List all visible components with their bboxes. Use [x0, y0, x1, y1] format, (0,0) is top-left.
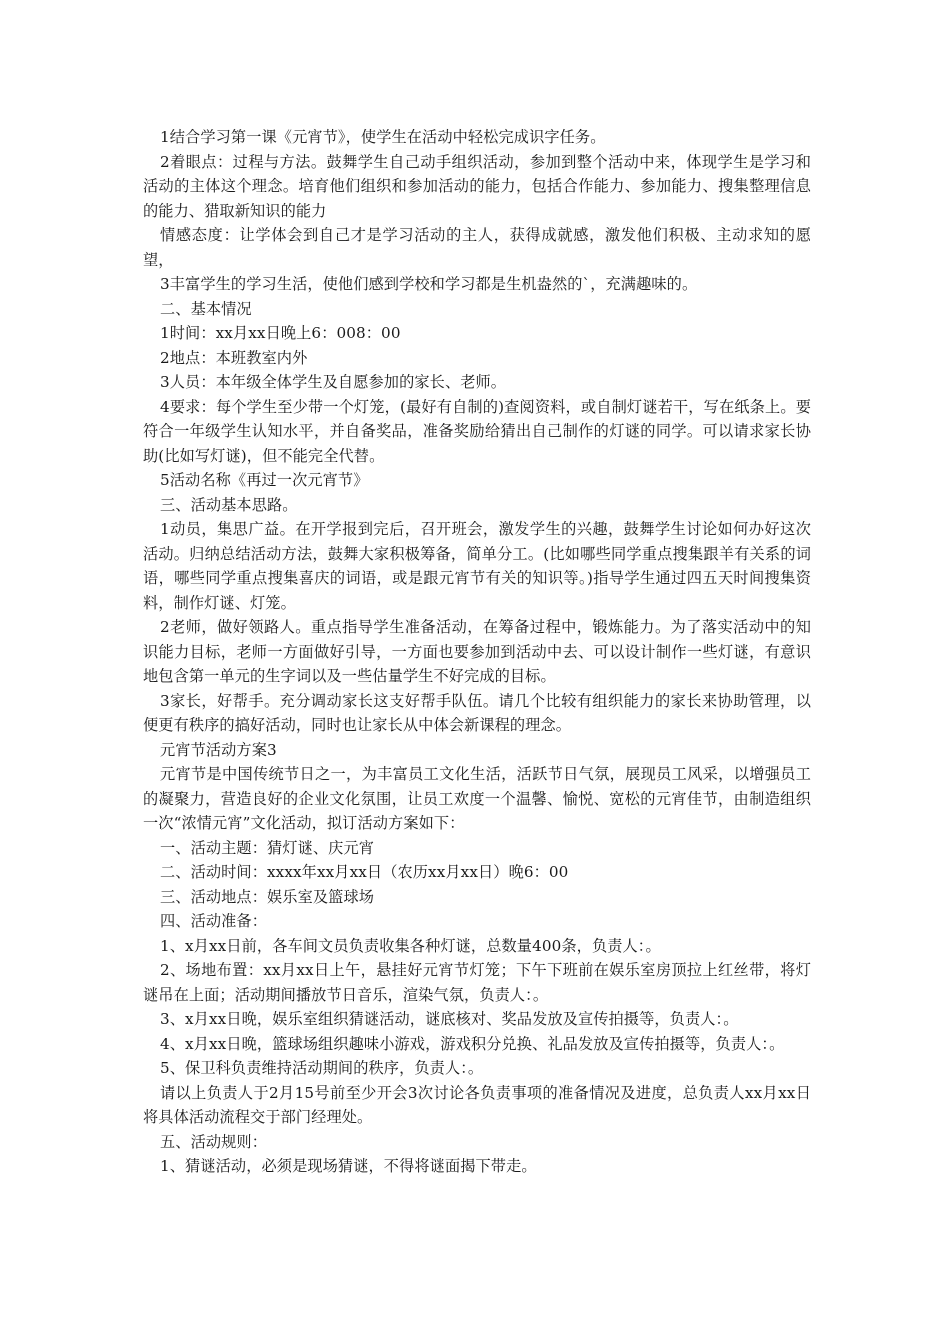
- paragraph: 2老师，做好领路人。重点指导学生准备活动，在筹备过程中，锻炼能力。为了落实活动中的知识能力目标，老师一方面做好引导，一方面也要参加到活动中去、可以设计制作一些灯谜，有意识地包含第一单元的生字词以及一些估量学生不好完成的目标。: [143, 618, 811, 685]
- section-heading: 三、活动地点：娱乐室及篮球场: [160, 887, 375, 906]
- paragraph: 1结合学习第一课《元宵节》，使学生在活动中轻松完成识字任务。: [160, 128, 606, 146]
- paragraph: 元宵节是中国传统节日之一，为丰富员工文化生活，活跃节日气氛，展现员工风采，以增强员工的凝聚力，营造良好的企业文化氛围，让员工欢度一个温馨、愉悦、宽松的元宵佳节，由制造组织一次“浓情元宵”文化活动，拟订活动方案如下：: [143, 765, 811, 832]
- paragraph: 3、x月xx日晚，娱乐室组织猜谜活动，谜底核对、奖品发放及宣传拍摄等，负责人：。: [160, 1010, 739, 1028]
- paragraph: 3家长，好帮手。充分调动家长这支好帮手队伍。请几个比较有组织能力的家长来协助管理，以便更有秩序的搞好活动，同时也让家长从中体会新课程的理念。: [143, 691, 811, 734]
- paragraph: 3丰富学生的学习生活，使他们感到学校和学习都是生机盎然的`，充满趣味的。: [160, 275, 698, 293]
- paragraph: 请以上负责人于2月15号前至少开会3次讨论各负责事项的准备情况及进度，总负责人xx月xx日将具体活动流程交于部门经理处。: [143, 1083, 811, 1126]
- section-heading: 一、活动主题：猜灯谜、庆元宵: [160, 838, 375, 857]
- paragraph: 1、x月xx日前，各车间文员负责收集各种灯谜，总数量400条，负责人：。: [160, 936, 661, 955]
- document-title: 元宵节活动方案3: [160, 740, 277, 759]
- section-heading: 四、活动准备：: [160, 912, 268, 930]
- paragraph: 2地点：本班教室内外: [160, 348, 308, 367]
- paragraph: 4要求：每个学生至少带一个灯笼，(最好有自制的)查阅资料，或自制灯谜若干，写在纸条上。要符合一年级学生认知水平，并自备奖品，准备奖励给猜出自己制作的灯谜的同学。可以请求家长协助(比如写灯谜)，但不能完全代替。: [143, 397, 811, 465]
- paragraph: 5、保卫科负责维持活动期间的秩序，负责人：。: [160, 1059, 484, 1077]
- paragraph: 2、场地布置：xx月xx日上午，悬挂好元宵节灯笼；下午下班前在娱乐室房顶拉上红丝带，将灯谜吊在上面；活动期间播放节日音乐，渲染气氛，负责人：。: [143, 961, 811, 1004]
- section-heading: 三、活动基本思路。: [160, 495, 298, 514]
- paragraph: 5活动名称《再过一次元宵节》: [160, 471, 369, 489]
- section-heading: 五、活动规则：: [160, 1132, 268, 1151]
- paragraph: 情感态度：让学体会到自己才是学习活动的主人，获得成就感，激发他们积极、主动求知的愿望，: [143, 226, 811, 269]
- paragraph: 1、猜谜活动，必须是现场猜谜，不得将谜面揭下带走。: [160, 1157, 537, 1175]
- section-heading: 二、活动时间：xxxx年xx月xx日（农历xx月xx日）晚6：00: [160, 863, 569, 881]
- paragraph: 1动员，集思广益。在开学报到完后，召开班会，激发学生的兴趣，鼓舞学生讨论如何办好这次活动。归纳总结活动方法，鼓舞大家积极筹备，简单分工。(比如哪些同学重点搜集跟羊有关系的词语，哪些同学重点搜集喜庆的词语，或是跟元宵节有关的知识等。)指导学生通过四五天时间搜集资料，制作灯谜、灯笼。: [143, 520, 811, 612]
- section-heading: 二、基本情况: [160, 299, 252, 318]
- document-body: [143, 125, 811, 1179]
- paragraph: 4、x月xx日晚，篮球场组织趣味小游戏，游戏积分兑换、礼品发放及宣传拍摄等，负责人：。: [160, 1034, 785, 1053]
- paragraph: 3人员：本年级全体学生及自愿参加的家长、老师。: [160, 373, 507, 391]
- paragraph: 1时间：xx月xx日晚上6：008：00: [160, 324, 401, 342]
- paragraph: 2着眼点：过程与方法。鼓舞学生自己动手组织活动，参加到整个活动中来，体现学生是学习和活动的主体这个理念。培育他们组织和参加活动的能力，包括合作能力、参加能力、搜集整理信息的能力、猎取新知识的能力: [143, 152, 811, 220]
